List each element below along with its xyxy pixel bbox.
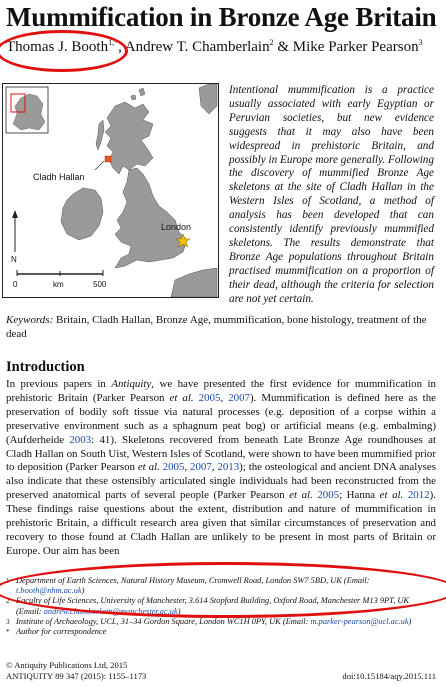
affiliation-email-link[interactable]: t.booth@nhm.ac.uk xyxy=(16,586,82,596)
map-label-london: London xyxy=(161,222,192,232)
map-scale-end: 500 xyxy=(93,280,107,289)
affiliation-mark: 2 xyxy=(6,597,10,606)
journal-name: Antiquity xyxy=(111,378,152,390)
intro-text: , xyxy=(211,461,218,474)
author-2-affil-mark: 2 xyxy=(269,38,274,47)
map-scale-unit: km xyxy=(53,280,64,289)
north-arrow-icon xyxy=(12,210,18,252)
intro-text: , we have presented the first evidence for mummification in prehistoric Britain (Parker Pearson xyxy=(6,378,436,404)
affiliation-end: ) xyxy=(177,606,181,616)
affiliation-email-link[interactable]: andrew.chamberlain@manchester.ac.uk xyxy=(43,606,178,616)
cladh-hallan-marker xyxy=(105,156,111,162)
affiliation-mark: 3 xyxy=(6,617,10,626)
affiliation-address: Department of Earth Sciences, Natural History Museum, Cromwell Road, London SW7 5BD, UK (Email: xyxy=(16,576,370,585)
author-separator: & xyxy=(273,39,293,55)
affiliation-email-link[interactable]: m.parker-pearson@ucl.ac.uk xyxy=(310,616,409,626)
red-annotation-ellipse-affiliation xyxy=(0,562,446,618)
ref-link-2005[interactable]: 2005 xyxy=(317,489,340,502)
page-footer xyxy=(6,660,436,682)
copyright: © Antiquity Publications Ltd, 2015 xyxy=(6,660,128,670)
affiliation-mark: 1 xyxy=(6,577,10,585)
affiliation-text xyxy=(16,627,106,637)
red-annotation-ellipse-author xyxy=(0,30,128,72)
affiliation-end: ) xyxy=(408,616,412,626)
map-landmass xyxy=(61,84,217,297)
location-map xyxy=(2,83,219,298)
introduction-body xyxy=(6,378,436,559)
author-3-affil-mark: 3 xyxy=(418,38,423,47)
ref-link-2013[interactable]: 2013 xyxy=(217,461,240,474)
map-north-label: N xyxy=(11,255,17,264)
abstract: Intentional mummification is a practice usually associated with early Egyptian or Peruvian societies, but new evidence suggests that it may also have been widespread in prehistoric Britain, and possibly in Europe more generally. Following the discovery of mummified Bronze Age skeletons at the site of Cladh Hallan in the Western Isles of Scotland, a method of analysis has been developed that can consistently identify previously mummified skeletons. The results demonstrate that Bronze Age populations throughout Britain practised mummification on a proportion of their dead, although the criteria for selection are not yet certain. xyxy=(229,84,434,305)
ref-link-2003[interactable]: 2003 xyxy=(69,433,92,446)
ref-link-2005[interactable]: 2005 xyxy=(198,391,221,404)
et-al: et al. xyxy=(379,489,404,502)
map-scale-start: 0 xyxy=(13,280,18,289)
paper-title: Mummification in Bronze Age Britain xyxy=(6,2,437,32)
citation: ANTIQUITY 89 347 (2015): 1155–1173 xyxy=(6,671,147,681)
ref-link-2012[interactable]: 2012 xyxy=(407,489,430,502)
author-1[interactable]: Thomas J. Booth xyxy=(6,39,109,55)
author-1-affil-mark: 1,* xyxy=(108,38,119,47)
intro-text: ; Hanna xyxy=(339,489,380,502)
intro-text: In previous papers in xyxy=(6,378,112,390)
intro-text: , xyxy=(220,391,229,404)
affiliation-address: Author for correspondence xyxy=(16,627,107,637)
intro-text: , xyxy=(184,461,191,474)
map-label-cladh-hallan: Cladh Hallan xyxy=(33,172,85,182)
et-al: et al. xyxy=(137,461,160,474)
intro-text: ). Mummification is defined here as the preservation of bodily soft tissue via natural processes (e.g. deposition of a corpse within a preservative environment such as a sphagnum peat bog) or artificial means (e.g. embalming) (Aufderheide xyxy=(6,391,436,446)
intro-text: : 41). Skeletons recovered from beneath Late Bronze Age roundhouses at Cladh Hallan on South Uist, Western Isles of Scotland, were shown to have been mummified prior to deposition (Parker Pearson xyxy=(6,433,436,474)
et-al: et al. xyxy=(169,391,194,404)
section-heading-introduction: Introduction xyxy=(6,359,85,375)
affiliation-text xyxy=(16,617,411,627)
scale-bar xyxy=(17,270,103,276)
ref-link-2007[interactable]: 2007 xyxy=(228,391,250,404)
et-al: et al. xyxy=(289,489,313,502)
ref-link-2005[interactable]: 2005 xyxy=(162,461,185,474)
affiliation-row xyxy=(6,617,436,627)
keywords-text: Britain, Cladh Hallan, Bronze Age, mummification, bone histology, treatment of the dead xyxy=(6,314,427,340)
affiliation-address: Faculty of Life Sciences, University of Manchester, 3.614 Stopford Building, Oxford Road, Manchester M13 9PT, UK (Email: xyxy=(16,596,410,616)
author-3[interactable]: Mike Parker Pearson xyxy=(292,39,419,55)
keywords-label: Keywords: xyxy=(6,314,54,326)
affiliation-mark: * xyxy=(6,628,10,637)
affiliation-address: Institute of Archaeology, UCL, 31–34 Gordon Square, London WC1H 0PY, UK (Email: xyxy=(16,616,311,626)
keywords xyxy=(6,313,436,341)
affiliation-end: ) xyxy=(81,586,85,596)
map-inset xyxy=(6,87,48,133)
doi-link[interactable]: doi:10.15184/aqy.2015.111 xyxy=(342,671,436,681)
author-2[interactable]: Andrew T. Chamberlain xyxy=(124,39,270,55)
affiliation-row xyxy=(6,627,436,637)
intro-text: ). These findings raise questions about the extent, distribution and nature of mummification in prehistoric Britain, a difficult research area given that similar circumstances of preservation and recovery to those found at Cladh Hallan are unlikely to be present in most parts of Britain or Europe. Our aim has been xyxy=(6,489,436,557)
intro-text: ); the osteological and ancient DNA analyses also indicate that these ostensibly articulated single individuals had been reconstructed from the preserved anatomical parts of several people (Parker Pearson xyxy=(6,461,436,502)
map-graphic xyxy=(3,84,218,297)
author-separator: , xyxy=(118,39,125,55)
ref-link-2007[interactable]: 2007 xyxy=(190,461,212,474)
